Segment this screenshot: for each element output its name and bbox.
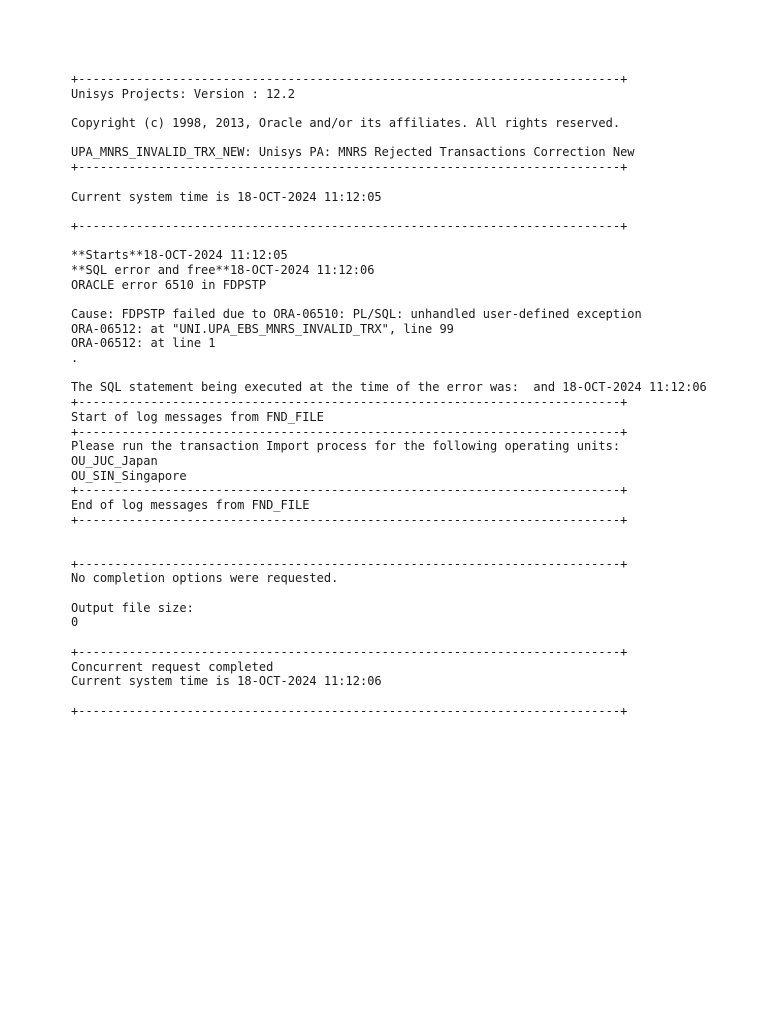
- blank-line: [71, 542, 731, 557]
- dot-line: .: [71, 351, 79, 366]
- sql-statement-line: The SQL statement being executed at the time of the error was: and 18-OCT-2024 11:12:06: [71, 380, 707, 395]
- blank-line: [71, 586, 731, 601]
- program-line: UPA_MNRS_INVALID_TRX_NEW: Unisys PA: MNRS Rejected Transactions Correction New: [71, 145, 635, 160]
- blank-line: [71, 630, 731, 645]
- blank-line: [71, 292, 731, 307]
- operating-unit-singapore: OU_SIN_Singapore: [71, 468, 187, 483]
- output-file-size-value: 0: [71, 615, 79, 630]
- blank-line: [71, 689, 731, 704]
- blank-line: [71, 131, 731, 146]
- starts-line: **Starts**18-OCT-2024 11:12:05: [71, 248, 288, 263]
- end-time-line: Current system time is 18-OCT-2024 11:12:06: [71, 674, 382, 689]
- ora-error-line-1: ORA-06512: at "UNI.UPA_EBS_MNRS_INVALID_TRX", line 99: [71, 321, 454, 336]
- fnd-log-end-line: End of log messages from FND_FILE: [71, 497, 310, 512]
- blank-line: [71, 527, 731, 542]
- separator-line: +---------------------------------------------------------------------------+: [71, 703, 628, 718]
- blank-line: [71, 204, 731, 219]
- blank-line: [71, 175, 731, 190]
- copyright-line: Copyright (c) 1998, 2013, Oracle and/or its affiliates. All rights reserved.: [71, 116, 621, 131]
- separator-line: +---------------------------------------------------------------------------+: [71, 556, 628, 571]
- blank-line: [71, 366, 731, 381]
- fnd-log-start-line: Start of log messages from FND_FILE: [71, 409, 324, 424]
- operating-unit-japan: OU_JUC_Japan: [71, 453, 158, 468]
- oracle-error-line: ORACLE error 6510 in FDPSTP: [71, 277, 267, 292]
- separator-line: +---------------------------------------------------------------------------+: [71, 424, 628, 439]
- sql-error-line: **SQL error and free**18-OCT-2024 11:12:06: [71, 262, 375, 277]
- concurrent-request-log: [71, 72, 731, 718]
- separator-line: +---------------------------------------------------------------------------+: [71, 483, 628, 498]
- separator-line: +---------------------------------------------------------------------------+: [71, 395, 628, 410]
- version-line: Unisys Projects: Version : 12.2: [71, 86, 295, 101]
- separator-line: +---------------------------------------------------------------------------+: [71, 512, 628, 527]
- separator-line: +---------------------------------------------------------------------------+: [71, 72, 628, 86]
- output-file-size-label: Output file size:: [71, 600, 194, 615]
- blank-line: [71, 234, 731, 249]
- ora-error-line-2: ORA-06512: at line 1: [71, 336, 216, 351]
- cause-line: Cause: FDPSTP failed due to ORA-06510: PL/SQL: unhandled user-defined exception: [71, 307, 642, 321]
- separator-line: +---------------------------------------------------------------------------+: [71, 644, 628, 659]
- request-completed-line: Concurrent request completed: [71, 659, 274, 674]
- completion-options-line: No completion options were requested.: [71, 571, 339, 586]
- fnd-log-message-line: Please run the transaction Import process for the following operating units:: [71, 439, 621, 454]
- separator-line: +---------------------------------------------------------------------------+: [71, 160, 628, 175]
- blank-line: [71, 101, 731, 116]
- start-time-line: Current system time is 18-OCT-2024 11:12:05: [71, 189, 382, 204]
- separator-line: +---------------------------------------------------------------------------+: [71, 218, 628, 233]
